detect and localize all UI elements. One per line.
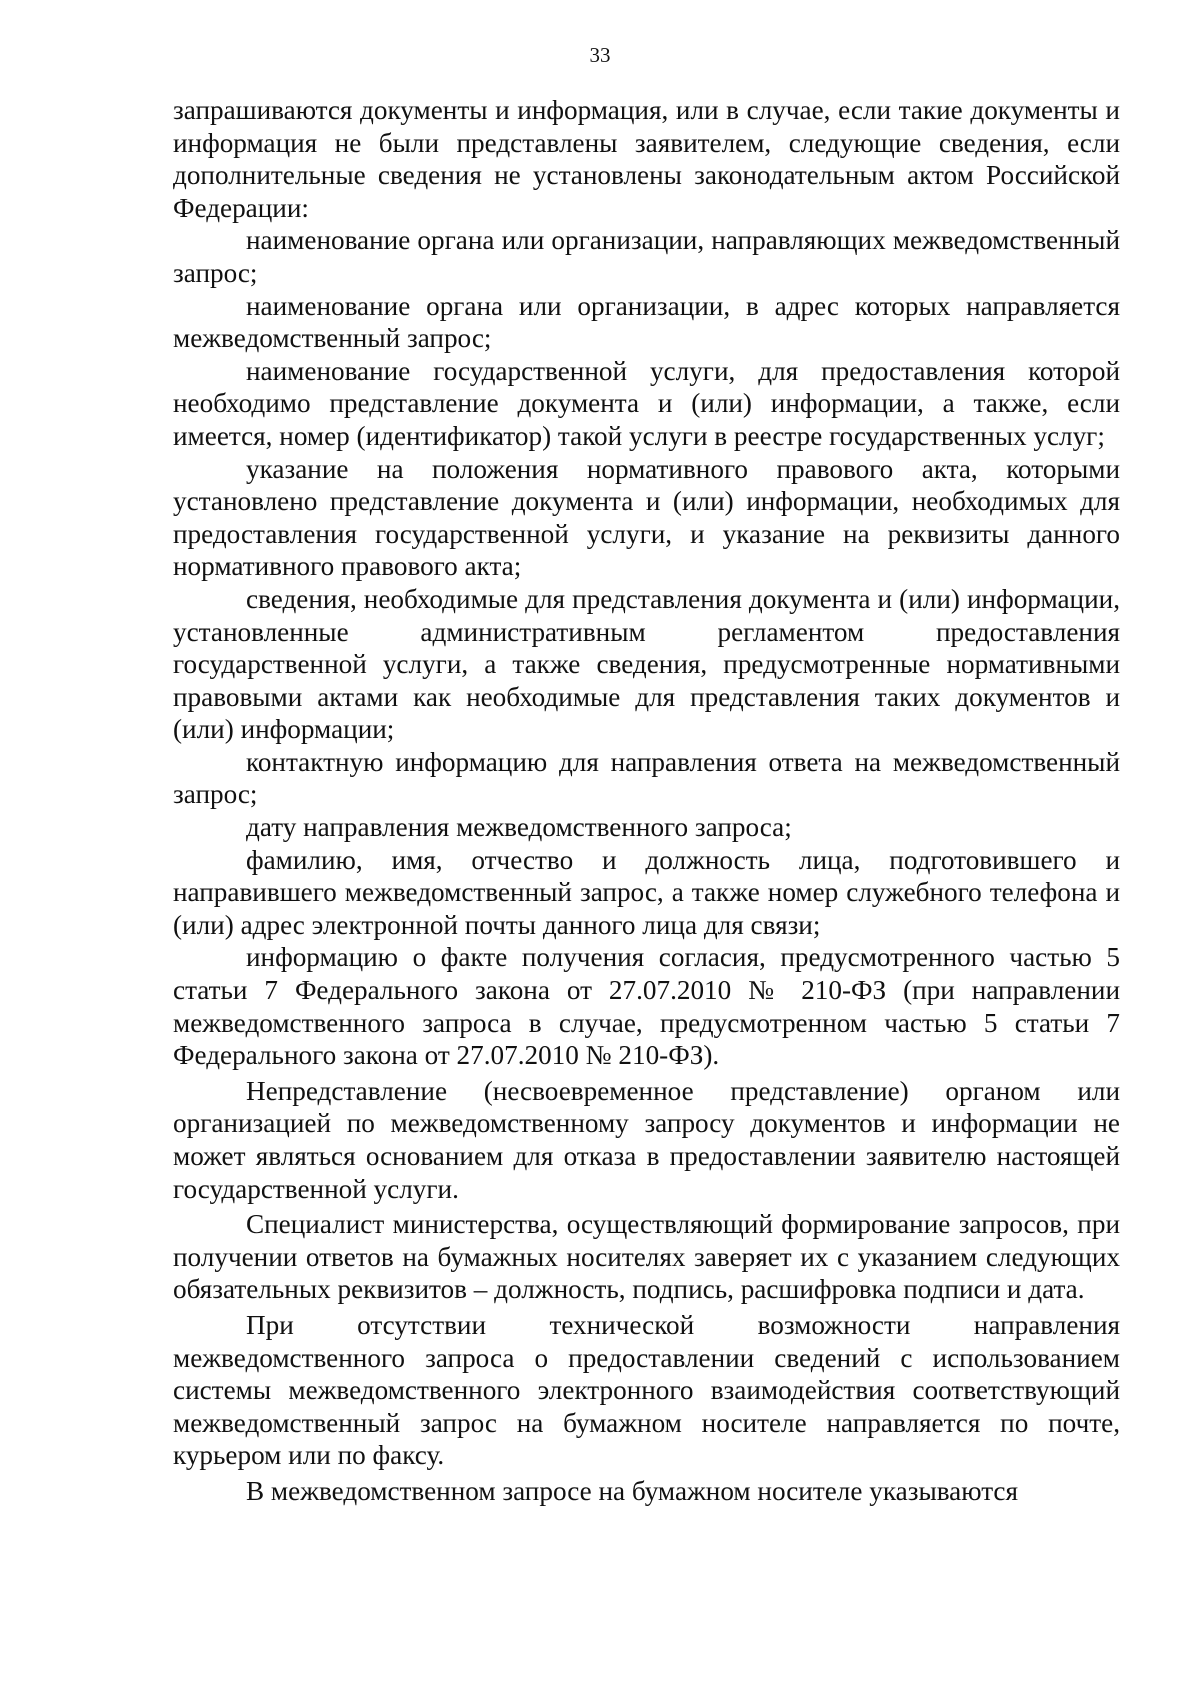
paragraph-paper-request-contents: В межведомственном запросе на бумажном носителе указываются [246, 1475, 1018, 1506]
list-item-responsible-person: фамилию, имя, отчество и должность лица, подготовившего и направившего межведомственный запрос, а также номер служебного телефона и (или) адрес электронной почты данного лица для связи; [173, 844, 1120, 940]
list-item-recipient-body: наименование органа или организации, в адрес которых направляется межведомственный запрос; [173, 290, 1120, 354]
page-number: 33 [589, 43, 611, 67]
list-item-legal-act: указание на положения нормативного правового акта, которыми установлено представление документа и (или) информации, необходимых для предоставления государственной услуги, и указание на реквизиты данного нормативного правового акта; [173, 453, 1120, 582]
paragraph-non-submission: Непредставление (несвоевременное представление) органом или организацией по межведомственному запросу документов и информации не может являться основанием для отказа в предоставлении заявителю настоящей государственной услуги. [173, 1075, 1120, 1204]
document-body [173, 94, 1120, 1508]
paragraph-specialist: Специалист министерства, осуществляющий формирование запросов, при получении ответов на бумажных носителях заверяет их с указанием следующих обязательных реквизитов – должность, подпись, расшифровка подписи и дата. [173, 1209, 1120, 1305]
list-item-required-info: сведения, необходимые для представления документа и (или) информации, установленные административным регламентом предоставления государственной услуги, а также сведения, предусмотренные нормативными правовыми актами как необходимые для представления таких документов и (или) информации; [173, 583, 1120, 745]
list-item-consent-info: информацию о факте получения согласия, предусмотренного частью 5 статьи 7 Федерального закона от 27.07.2010 № 210-ФЗ (при направлении межведомственного запроса в случае, предусмотренном частью 5 статьи 7 Федерального закона от 27.07.2010 № 210-ФЗ). [173, 942, 1120, 1071]
list-item-service-name: наименование государственной услуги, для предоставления которой необходимо представление документа и (или) информации, а также, если имеется, номер (идентификатор) такой услуги в реестре государственных услуг; [173, 355, 1120, 451]
paragraph-paper-request: При отсутствии технической возможности направления межведомственного запроса о предоставлении сведений с использованием системы межведомственного электронного взаимодействия соответствующий межведомственный запрос на бумажном носителе направляется по почте, курьером или по факсу. [173, 1309, 1120, 1471]
list-item-requesting-body: наименование органа или организации, направляющих межведомственный запрос; [173, 225, 1120, 288]
list-item-request-date: дату направления межведомственного запроса; [246, 812, 792, 843]
list-item-contact-info: контактную информацию для направления ответа на межведомственный запрос; [173, 746, 1120, 810]
paragraph-continuation: запрашиваются документы и информация, или в случае, если такие документы и информация не были представлены заявителем, следующие сведения, если дополнительные сведения не установлены законодательным актом Российской Федерации: [173, 95, 1120, 223]
